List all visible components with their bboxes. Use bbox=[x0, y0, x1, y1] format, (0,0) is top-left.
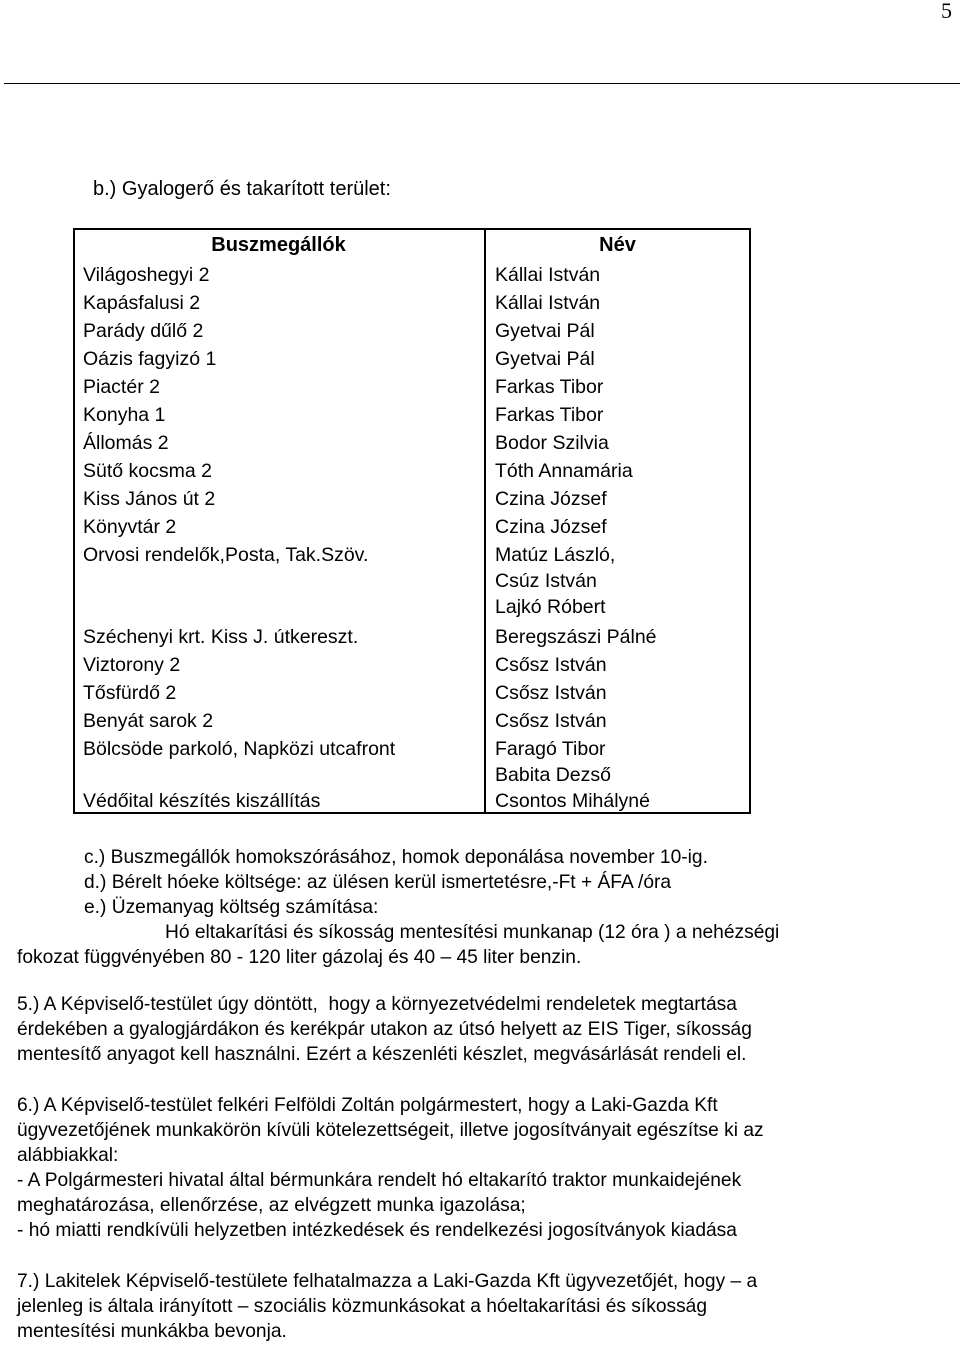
body-text bbox=[17, 845, 937, 1344]
paragraph-6-line: - A Polgármesteri hivatal által bérmunkára rendelt hó eltakarító traktor munkaidejének bbox=[17, 1170, 742, 1191]
table-cell-name: Farkas Tibor bbox=[495, 376, 604, 398]
table-cell-stop: Tősfürdő 2 bbox=[83, 682, 177, 704]
table-cell-stop: Parády dűlő 2 bbox=[83, 320, 204, 342]
table-cell-stop: Kiss János út 2 bbox=[83, 488, 216, 510]
paragraph-6-line: - hó miatti rendkívüli helyzetben intézkedések és rendelkezési jogosítványok kiadása bbox=[17, 1220, 737, 1241]
subsection-title: b.) Gyalogerő és takarított terület: bbox=[93, 178, 391, 200]
column-header-names: Név bbox=[599, 234, 636, 256]
paragraph-5-line: mentesítő anyagot kell használni. Ezért a készenléti készlet, megvásárlását rendeli el. bbox=[17, 1044, 747, 1065]
table-cell-name: Farkas Tibor bbox=[495, 404, 604, 426]
paragraph-5-line: 5.) A Képviselő-testület úgy döntött, hogy a környezetvédelmi rendeletek megtartása bbox=[17, 994, 737, 1015]
table-cell-stop: Piactér 2 bbox=[83, 376, 160, 398]
table-cell-stop: Védőital készítés kiszállítás bbox=[83, 790, 321, 812]
table-cell-name: Bodor Szilvia bbox=[495, 432, 609, 454]
table-cell-stop: Oázis fagyizó 1 bbox=[83, 348, 217, 370]
paragraph-d: d.) Bérelt hóeke költsége: az ülésen kerül ismertetésre,-Ft + ÁFA /óra bbox=[84, 872, 672, 893]
table-cell-name: Gyetvai Pál bbox=[495, 320, 595, 342]
table-cell-name: Gyetvai Pál bbox=[495, 348, 595, 370]
paragraph-6-line: 6.) A Képviselő-testület felkéri Felföldi Zoltán polgármestert, hogy a Laki-Gazda Kft bbox=[17, 1095, 718, 1116]
table-cell-name: Kállai István bbox=[495, 264, 601, 286]
table-cell-name: Csősz István bbox=[495, 654, 607, 676]
table-cell-name: Beregszászi Pálné bbox=[495, 626, 657, 648]
spacer bbox=[17, 970, 937, 992]
table-cell-stop: Állomás 2 bbox=[83, 432, 169, 454]
paragraph-7-line: 7.) Lakitelek Képviselő-testülete felhatalmazza a Laki-Gazda Kft ügyvezetőjét, hogy – a bbox=[17, 1271, 758, 1292]
spacer bbox=[17, 1067, 937, 1093]
table-cell-stop: Bölcsöde parkoló, Napközi utcafront bbox=[83, 738, 396, 760]
paragraph-e-detail: Hó eltakarítási és síkosság mentesítési munkanap (12 óra ) a nehézségi bbox=[165, 922, 780, 943]
spacer bbox=[17, 1243, 937, 1269]
assignment-table bbox=[73, 228, 751, 814]
paragraph-7-line: jelenleg is általa irányított – szociális közmunkásokat a hóeltakarítási és síkosság bbox=[17, 1296, 708, 1317]
paragraph-e-detail-cont: fokozat függvényében 80 - 120 liter gázolaj és 40 – 45 liter benzin. bbox=[17, 947, 582, 968]
table-cell-name: Tóth Annamária bbox=[495, 460, 633, 482]
table-cell-stop: Sütő kocsma 2 bbox=[83, 460, 212, 482]
table-cell-stop: Viztorony 2 bbox=[83, 654, 181, 676]
table-cell-name: Czina József bbox=[495, 516, 607, 538]
table-cell-name: Csősz István bbox=[495, 710, 607, 732]
table-cell-stop: Orvosi rendelők,Posta, Tak.Szöv. bbox=[83, 544, 369, 566]
names-column bbox=[486, 230, 749, 812]
table-cell-stop: Világoshegyi 2 bbox=[83, 264, 210, 286]
table-cell-stop: Konyha 1 bbox=[83, 404, 166, 426]
paragraph-6-line: alábbiakkal: bbox=[17, 1145, 119, 1166]
table-cell-name: Faragó Tibor Babita Dezső bbox=[495, 738, 611, 786]
table-cell-name: Matúz László, Csúz István Lajkó Róbert bbox=[495, 544, 616, 618]
paragraph-7-line: mentesítési munkákba bevonja. bbox=[17, 1321, 287, 1342]
column-header-stops: Buszmegállók bbox=[211, 234, 346, 256]
paragraph-e: e.) Üzemanyag költség számítása: bbox=[84, 897, 379, 918]
table-cell-stop: Benyát sarok 2 bbox=[83, 710, 214, 732]
paragraph-6-line: ügyvezetőjének munkakörön kívüli kötelezettségeit, illetve jogosítványait egészítse ki az bbox=[17, 1120, 764, 1141]
table-cell-stop: Kapásfalusi 2 bbox=[83, 292, 201, 314]
table-cell-name: Csontos Mihályné bbox=[495, 790, 650, 812]
table-cell-name: Kállai István bbox=[495, 292, 601, 314]
table-cell-name: Csősz István bbox=[495, 682, 607, 704]
table-cell-stop: Könyvtár 2 bbox=[83, 516, 177, 538]
table-cell-name: Czina József bbox=[495, 488, 607, 510]
table-cell-stop: Széchenyi krt. Kiss J. útkereszt. bbox=[83, 626, 359, 648]
header-rule bbox=[4, 83, 960, 84]
paragraph-5-line: érdekében a gyalogjárdákon és kerékpár utakon az útsó helyett az EIS Tiger, síkosság bbox=[17, 1019, 752, 1040]
paragraph-c: c.) Buszmegállók homokszórásához, homok deponálása november 10-ig. bbox=[84, 847, 708, 868]
paragraph-6-line: meghatározása, ellenőrzése, az elvégzett munka igazolása; bbox=[17, 1195, 526, 1216]
page-number: 5 bbox=[941, 0, 952, 23]
stops-column bbox=[75, 230, 486, 812]
